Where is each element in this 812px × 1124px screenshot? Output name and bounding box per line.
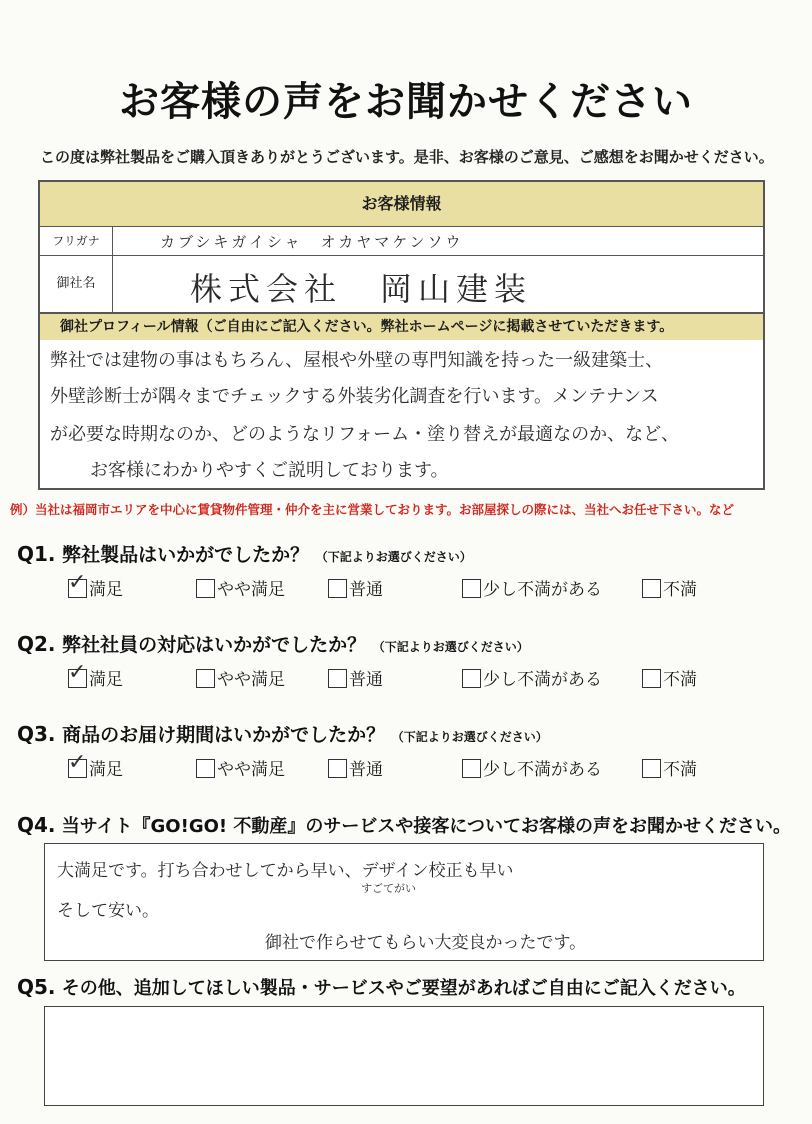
profile-field[interactable] [38,340,765,490]
profile-line: が必要な時期なのか、どのようなリフォーム・塗り替えが最適なのか、など、 [50,424,680,445]
q3-option-satisfied[interactable] [68,750,123,782]
q2-option-somewhat-satisfied[interactable] [196,668,285,692]
answer-line: 御社で作らせてもらい大変良かったです。 [265,933,587,953]
checkbox[interactable] [328,669,347,688]
profile-heading: 御社プロフィール情報（ご自由にご記入ください。弊社ホームページに掲載させていただきます。 [38,312,765,342]
question-text: 弊社社員の対応はいかがでしたか？ [62,634,367,656]
checkbox[interactable] [196,669,215,688]
q1-option-unsatisfied[interactable] [642,578,697,602]
option-label: 少し不満がある [483,580,602,600]
q2-option-somewhat-unsatisfied[interactable] [462,668,602,692]
question-hint: （下記よりお選びください） [391,730,548,744]
option-label: 不満 [663,670,697,690]
q3-option-somewhat-satisfied[interactable] [196,758,285,782]
option-label: 満足 [89,760,123,780]
question-4 [17,812,791,838]
question-2 [17,630,529,657]
q3-option-unsatisfied[interactable] [642,758,697,782]
checkbox[interactable] [462,759,481,778]
question-number: Q2. [17,632,56,656]
question-text: その他、追加してほしい製品・サービスやご要望があればご自由にご記入ください。 [61,978,746,999]
question-number: Q4. [17,813,56,837]
question-number: Q5. [17,975,56,999]
option-label: 不満 [663,760,697,780]
option-label: やや満足 [217,760,285,780]
question-number: Q3. [17,722,56,746]
profile-line: 弊社では建物の事はもちろん、屋根や外壁の専門知識を持った一級建築士、 [50,350,664,371]
option-label: 不満 [663,580,697,600]
q3-options [68,750,768,784]
checkbox[interactable] [328,759,347,778]
checkbox[interactable] [68,660,87,688]
q1-option-somewhat-satisfied[interactable] [196,578,285,602]
q4-answer-field[interactable] [44,843,764,961]
option-label: 満足 [89,580,123,600]
question-number: Q1. [17,542,56,566]
option-label: 少し不満がある [483,760,602,780]
option-label: 普通 [349,670,383,690]
company-label: 御社名 [40,256,113,312]
checkmark-icon: ✓ [68,570,87,595]
q1-options [68,570,768,604]
checkbox[interactable] [462,579,481,598]
option-label: やや満足 [217,670,285,690]
furigana-row [40,227,763,256]
answer-line: そして安い。 [57,901,159,921]
question-text: 当サイト『GO!GO! 不動産』のサービスや接客についてお客様の声をお聞かせください。 [61,816,792,837]
answer-insert: すごてがい [361,882,416,895]
checkbox[interactable] [328,579,347,598]
profile-line: お客様にわかりやすくご説明しております。 [90,460,449,481]
checkbox[interactable] [642,669,661,688]
checkbox[interactable] [196,579,215,598]
q1-option-somewhat-unsatisfied[interactable] [462,578,602,602]
question-hint: （下記よりお選びください） [315,550,472,564]
furigana-field[interactable]: カブシキガイシャ オカヤマケンソウ [160,233,464,251]
q3-option-neutral[interactable] [328,758,383,782]
question-5 [17,974,746,1000]
furigana-label: フリガナ [40,227,113,255]
customer-info-heading: お客様情報 [40,182,763,227]
option-label: やや満足 [217,580,285,600]
option-label: 少し不満がある [483,670,602,690]
checkbox[interactable] [642,759,661,778]
checkbox[interactable] [68,570,87,598]
question-text: 商品のお届け期間はいかがでしたか？ [62,724,386,746]
checkmark-icon: ✓ [68,660,87,685]
page-title: お客様の声をお聞かせください [119,79,693,125]
q2-options [68,660,768,694]
checkbox[interactable] [68,750,87,778]
q1-option-satisfied[interactable] [68,570,123,602]
answer-line: 大満足です。打ち合わせしてから早い、デザイン校正も早い [57,861,514,881]
profile-line: 外壁診断士が隅々までチェックする外装劣化調査を行います。メンテナンス [50,386,659,407]
question-text: 弊社製品はいかがでしたか？ [62,544,310,566]
checkbox[interactable] [462,669,481,688]
q3-option-somewhat-unsatisfied[interactable] [462,758,602,782]
checkmark-icon: ✓ [68,750,87,775]
q5-answer-field[interactable] [44,1006,764,1106]
checkbox[interactable] [642,579,661,598]
q2-option-satisfied[interactable] [68,660,123,692]
checkbox[interactable] [196,759,215,778]
intro-text: この度は弊社製品をご購入頂きありがとうございます。是非、お客様のご意見、ご感想をお聞かせください。 [40,148,774,166]
question-1 [17,540,472,567]
company-field[interactable]: 株式会社 岡山建装 [190,270,533,308]
company-row [40,256,763,312]
option-label: 普通 [349,760,383,780]
q1-option-neutral[interactable] [328,578,383,602]
question-3 [17,720,548,747]
q2-option-neutral[interactable] [328,668,383,692]
q2-option-unsatisfied[interactable] [642,668,697,692]
question-hint: （下記よりお選びください） [372,640,529,654]
example-text: 例）当社は福岡市エリアを中心に賃貸物件管理・仲介を主に営業しております。お部屋探しの際には、当社へお任せ下さい。など [10,502,735,517]
option-label: 普通 [349,580,383,600]
option-label: 満足 [89,670,123,690]
